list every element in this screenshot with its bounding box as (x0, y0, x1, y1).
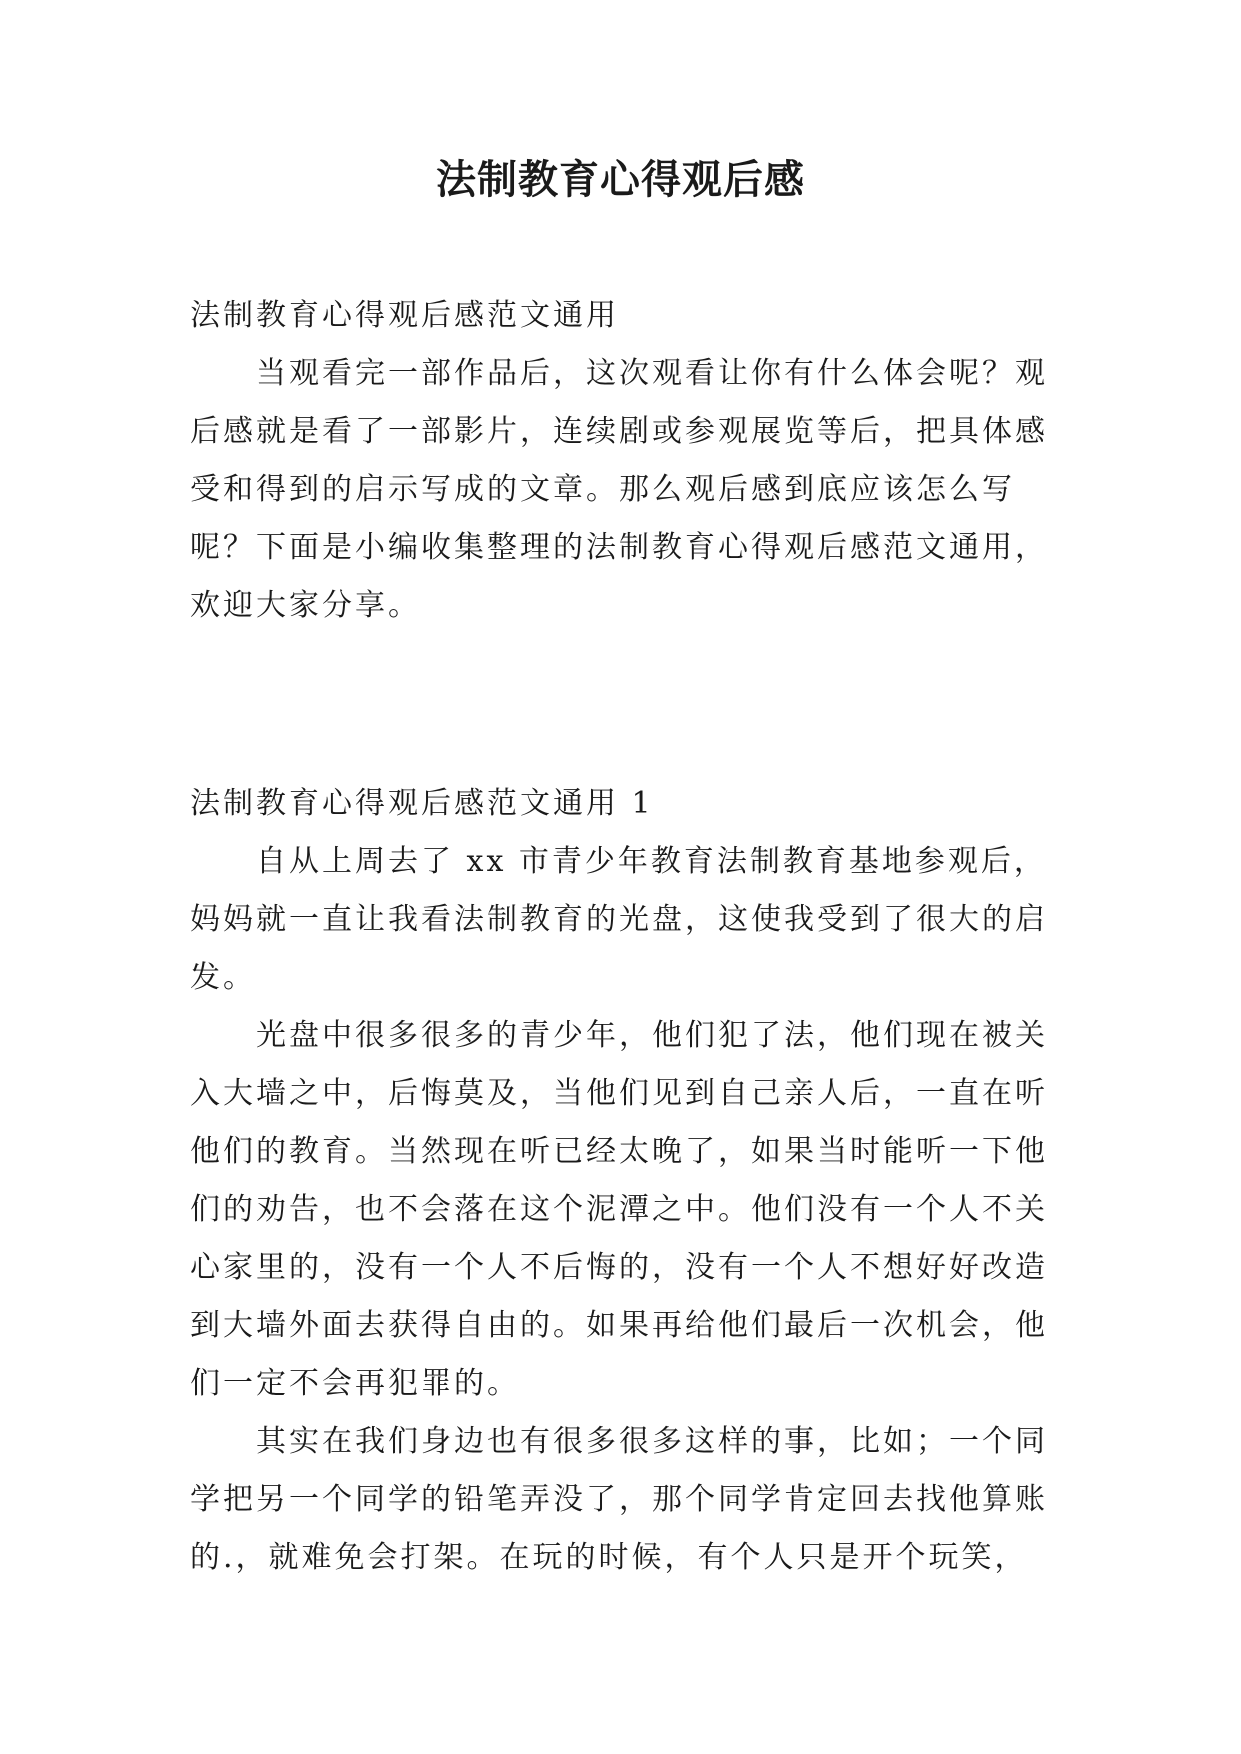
paragraph-line: 的.，就难免会打架。在玩的时候，有个人只是开个玩笑， (190, 1540, 1028, 1575)
document-body (190, 287, 1070, 1587)
paragraph-line: 到大墙外面去获得自由的。如果再给他们最后一次机会，他 (190, 1308, 1048, 1343)
paragraph-1 (190, 833, 1070, 1007)
paragraph-3 (190, 1413, 1070, 1587)
intro-paragraph (190, 345, 1070, 635)
paragraph-line: 妈妈就一直让我看法制教育的光盘，这使我受到了很大的启 (190, 902, 1048, 937)
paragraph-line: 自从上周去了 xx 市青少年教育法制教育基地参观后， (256, 844, 1047, 879)
intro-line: 欢迎大家分享。 (190, 588, 421, 623)
paragraph-line: 他们的教育。当然现在听已经太晚了，如果当时能听一下他 (190, 1134, 1048, 1169)
intro-line: 当观看完一部作品后，这次观看让你有什么体会呢？观 (256, 356, 1048, 391)
paragraph-line: 光盘中很多很多的青少年，他们犯了法，他们现在被关 (256, 1018, 1048, 1053)
section-gap (190, 635, 1070, 775)
paragraph-line: 其实在我们身边也有很多很多这样的事，比如；一个同 (256, 1424, 1048, 1459)
paragraph-line: 发。 (190, 960, 256, 995)
paragraph-line: 入大墙之中，后悔莫及，当他们见到自己亲人后，一直在听 (190, 1076, 1048, 1111)
paragraph-line: 们的劝告，也不会落在这个泥潭之中。他们没有一个人不关 (190, 1192, 1048, 1227)
intro-line: 呢？下面是小编收集整理的法制教育心得观后感范文通用， (190, 530, 1048, 565)
intro-line: 受和得到的启示写成的文章。那么观后感到底应该怎么写 (190, 472, 1015, 507)
paragraph-2 (190, 1007, 1070, 1413)
document-title: 法制教育心得观后感 (436, 157, 805, 203)
paragraph-line: 学把另一个同学的铅笔弄没了，那个同学肯定回去找他算账 (190, 1482, 1048, 1517)
section-heading: 法制教育心得观后感范文通用 1 (190, 786, 654, 821)
paragraph-line: 们一定不会再犯罪的。 (190, 1366, 520, 1401)
paragraph-line: 心家里的，没有一个人不后悔的，没有一个人不想好好改造 (190, 1250, 1048, 1285)
document-subtitle: 法制教育心得观后感范文通用 (190, 298, 619, 333)
intro-line: 后感就是看了一部影片，连续剧或参观展览等后，把具体感 (190, 414, 1048, 449)
